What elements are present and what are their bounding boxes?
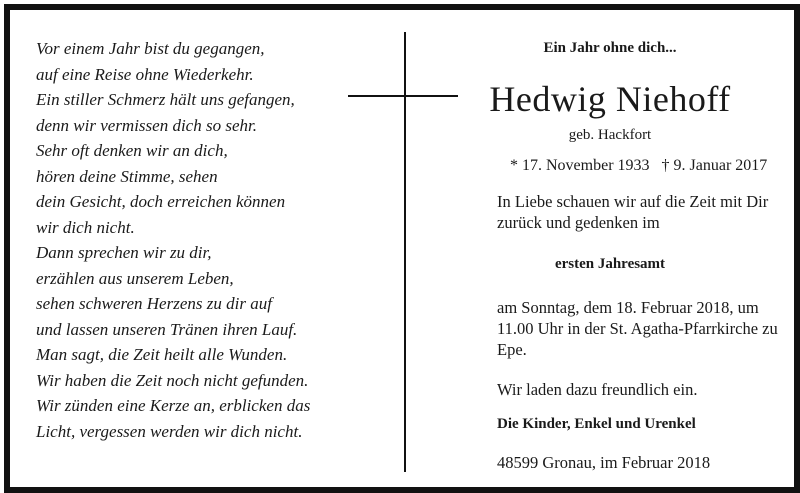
birth-date: * 17. November 1933 (510, 157, 650, 174)
intro-text: In Liebe schauen wir auf die Zeit mit Dir zurück und gedenken im (497, 192, 769, 232)
poem-line: Wir haben die Zeit noch nicht gefunden. (36, 370, 309, 390)
poem-line: Dann sprechen wir zu dir, (36, 243, 212, 262)
invitation-text: Wir laden dazu freundlich ein. (497, 380, 698, 399)
poem-line: und lassen unseren Tränen ihren Lauf. (36, 319, 298, 339)
poem-line: auf eine Reise ohne Wiederkehr. (36, 64, 254, 84)
poem-line: Licht, vergessen werden wir dich nicht. (36, 421, 303, 441)
cross-vertical-beam (404, 32, 406, 472)
death-date: † 9. Januar 2017 (661, 157, 768, 174)
obituary-notice (4, 4, 800, 493)
occasion-title: ersten Jahresamt (554, 256, 666, 272)
poem-line: wir dich nicht. (36, 217, 135, 237)
poem-line: Ein stiller Schmerz hält uns gefangen, (36, 90, 295, 109)
notice-heading: Ein Jahr ohne dich... (543, 40, 677, 56)
poem-line: hören deine Stimme, sehen (36, 166, 218, 186)
life-dates (510, 157, 767, 175)
service-details: am Sonntag, dem 18. Februar 2018, um 11.00 Uhr in der St. Agatha-Pfarrkirche zu Epe. (497, 298, 778, 359)
poem-line: dein Gesicht, doch erreichen können (36, 192, 286, 211)
poem-line: erzählen aus unserem Leben, (36, 268, 234, 288)
maiden-name: geb. Hackfort (568, 127, 652, 143)
memorial-poem (36, 36, 381, 444)
poem-line: Wir zünden eine Kerze an, erblicken das (36, 396, 311, 415)
deceased-name: Hedwig Niehoff (489, 79, 731, 119)
place-and-date: 48599 Gronau, im Februar 2018 (497, 453, 711, 472)
poem-line: Vor einem Jahr bist du gegangen, (36, 39, 265, 58)
poem-line: sehen schweren Herzens zu dir auf (36, 294, 272, 313)
poem-line: Sehr oft denken wir an dich, (36, 141, 228, 160)
family-signature: Die Kinder, Enkel und Urenkel (497, 416, 696, 432)
poem-line: Man sagt, die Zeit heilt alle Wunden. (36, 345, 288, 364)
poem-line: denn wir vermissen dich so sehr. (36, 115, 257, 135)
